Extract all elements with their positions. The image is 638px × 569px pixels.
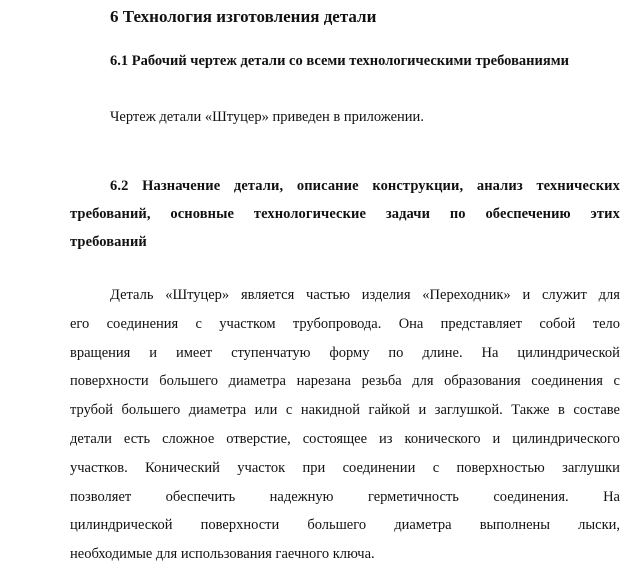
word: имеет	[175, 344, 213, 361]
word: в	[557, 402, 565, 419]
word: форму	[329, 344, 370, 361]
word: трубопровода.	[292, 315, 382, 332]
word: резьба	[361, 373, 402, 390]
word: большего	[121, 402, 181, 419]
word: диаметра	[188, 402, 247, 419]
word: отверстие,	[226, 430, 291, 447]
word: представляет	[440, 315, 523, 332]
word: требований	[70, 234, 147, 250]
word: Конический	[145, 459, 220, 476]
section-6-1-text: Чертеж детали «Штуцер» приведен в приложении.	[110, 109, 424, 125]
word: технических	[536, 178, 620, 194]
word: соединении	[342, 459, 416, 476]
word: Она	[398, 315, 424, 332]
word: образования	[444, 373, 521, 390]
word: есть	[123, 430, 151, 447]
word: технологические	[253, 206, 367, 222]
word: выполнены	[479, 517, 551, 534]
word: гайкой	[368, 402, 410, 419]
word: цилиндрической	[517, 344, 620, 361]
word: поверхностью	[456, 459, 545, 476]
word: описание	[296, 178, 359, 194]
chapter-heading: 6 Технология изготовления детали	[110, 7, 377, 26]
paragraph-line	[70, 310, 620, 339]
word: с	[613, 373, 620, 390]
section-6-1-title: 6.1 Рабочий чертеж детали со всеми технологическими требованиями	[110, 53, 569, 69]
word: и	[492, 430, 501, 447]
paragraph-line	[70, 483, 620, 512]
paragraph-line	[70, 367, 620, 396]
word: соединения	[106, 315, 179, 332]
word: для	[155, 546, 178, 563]
word: На	[603, 488, 620, 505]
word: составе	[573, 402, 620, 419]
paragraph-line	[70, 511, 620, 540]
word: основные	[170, 206, 235, 222]
word: для	[598, 287, 620, 303]
word: заглушки	[562, 459, 620, 476]
word: по	[449, 206, 466, 222]
word: участок	[237, 459, 286, 476]
word: большего	[307, 517, 367, 534]
paragraph-line	[70, 540, 620, 569]
paragraph-line	[70, 454, 620, 483]
word: лыски,	[578, 517, 620, 534]
word: частью	[306, 287, 350, 303]
word: и	[522, 287, 531, 303]
word: Деталь	[110, 287, 154, 303]
word: соединения	[531, 373, 603, 390]
word: по	[388, 344, 404, 361]
word: участков.	[70, 459, 128, 476]
word: является	[240, 287, 295, 303]
word: «Штуцер»	[165, 287, 230, 303]
word: гаечного	[275, 546, 330, 563]
word: накидной	[300, 402, 361, 419]
word: вращения	[70, 344, 131, 361]
word: нарезана	[296, 373, 351, 390]
title-line	[70, 228, 620, 256]
word: конического	[404, 430, 481, 447]
word: длине.	[422, 344, 463, 361]
word: ступенчатую	[231, 344, 311, 361]
word: поверхности	[200, 517, 280, 534]
word: с	[195, 315, 202, 332]
word: позволяет	[70, 488, 132, 505]
word: с	[285, 402, 293, 419]
word: диаметра	[228, 373, 286, 390]
word: поверхности	[70, 373, 149, 390]
word: ключа.	[332, 546, 375, 563]
word: тело	[592, 315, 620, 332]
word: использования	[180, 546, 272, 563]
section-6-2-body	[70, 281, 620, 569]
word: трубой	[70, 402, 114, 419]
word: Также	[511, 402, 550, 419]
word: участком	[219, 315, 276, 332]
word: служит	[541, 287, 587, 303]
word: обеспечению	[485, 206, 571, 222]
word: надежную	[269, 488, 334, 505]
word: соединения.	[493, 488, 569, 505]
word: обеспечить	[165, 488, 236, 505]
word: детали	[70, 430, 112, 447]
paragraph-line	[70, 339, 620, 368]
word: необходимые	[70, 546, 153, 563]
word: заглушкой.	[434, 402, 503, 419]
word: «Переходник»	[422, 287, 511, 303]
word: сложное	[162, 430, 215, 447]
word: или	[254, 402, 278, 419]
word: Назначение	[142, 178, 221, 194]
word: цилиндрического	[512, 430, 620, 447]
word: и	[418, 402, 427, 419]
word: этих	[590, 206, 620, 222]
word: диаметра	[394, 517, 452, 534]
word: На	[481, 344, 499, 361]
word: требований,	[70, 206, 151, 222]
word: для	[412, 373, 434, 390]
paragraph-line	[70, 396, 620, 425]
title-line	[70, 172, 620, 200]
section-6-2-title	[70, 172, 620, 256]
word: собой	[539, 315, 576, 332]
word: изделия	[361, 287, 411, 303]
word: анализ	[476, 178, 523, 194]
word: цилиндрической	[70, 517, 173, 534]
word: детали,	[233, 178, 284, 194]
word: из	[379, 430, 393, 447]
word: состоящее	[302, 430, 368, 447]
word: герметичность	[367, 488, 459, 505]
word: с	[432, 459, 440, 476]
word: большего	[159, 373, 218, 390]
title-line	[70, 200, 620, 228]
word: при	[302, 459, 326, 476]
paragraph-line	[70, 281, 620, 310]
word: его	[70, 315, 90, 332]
word: задачи	[385, 206, 431, 222]
paragraph-line	[70, 425, 620, 454]
word: и	[149, 344, 158, 361]
word: 6.2	[110, 178, 129, 194]
word: конструкции,	[372, 178, 464, 194]
